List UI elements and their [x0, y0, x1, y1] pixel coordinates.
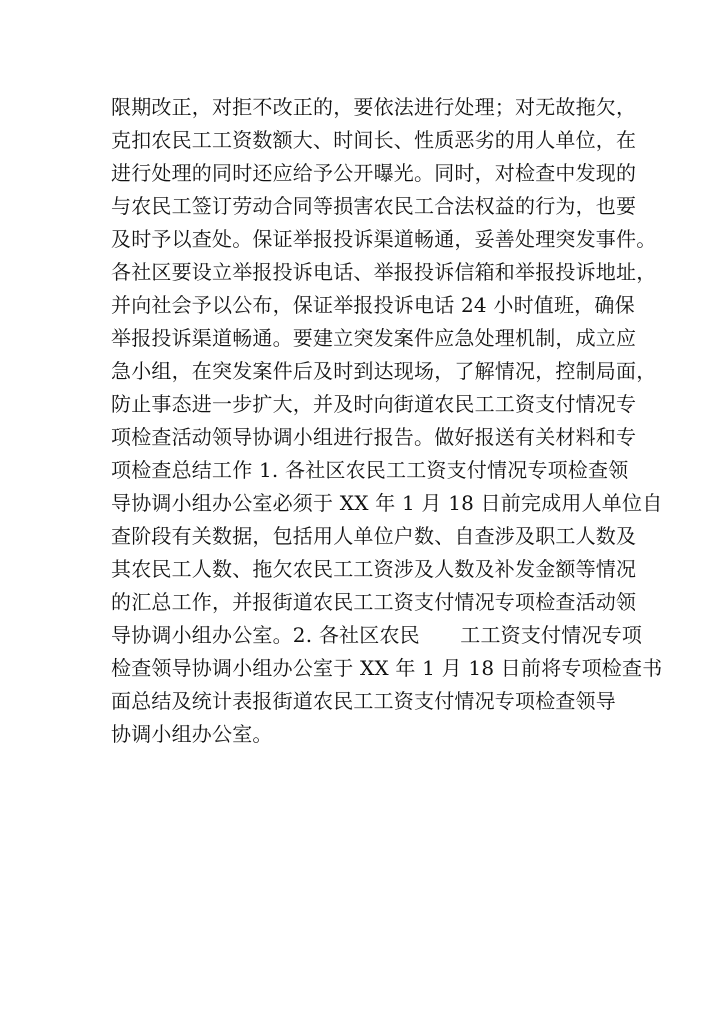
text-line: 与农民工签订劳动合同等损害农民工合法权益的行为，也要 [111, 194, 637, 218]
text-line: 导协调小组办公室。2. 各社区农民 工工资支付情况专项 [111, 623, 643, 647]
text-line: 的汇总工作，并报街道农民工工资支付情况专项检查活动领 [111, 590, 637, 614]
text-line: 限期改正，对拒不改正的，要依法进行处理；对无故拖欠， [111, 95, 637, 119]
text-line: 进行处理的同时还应给予公开曝光。同时，对检查中发现的 [111, 161, 637, 185]
text-line: 防止事态进一步扩大，并及时向街道农民工工资支付情况专 [111, 392, 637, 416]
text-line: 项检查活动领导协调小组进行报告。做好报送有关材料和专 [111, 425, 637, 449]
text-line: 及时予以查处。保证举报投诉渠道畅通，妥善处理突发事件。 [111, 227, 657, 251]
text-line: 项检查总结工作 1. 各社区农民工工资支付情况专项检查领 [111, 458, 629, 482]
text-line: 面总结及统计表报街道农民工工资支付情况专项检查领导 [111, 689, 616, 713]
text-line: 其农民工人数、拖欠农民工工资涉及人数及补发金额等情况 [111, 557, 637, 581]
text-line: 举报投诉渠道畅通。要建立突发案件应急处理机制，成立应 [111, 326, 637, 350]
text-line: 并向社会予以公布，保证举报投诉电话 24 小时值班，确保 [111, 293, 635, 317]
text-line: 查阶段有关数据，包括用人单位户数、自查涉及职工人数及 [111, 524, 637, 548]
text-line: 各社区要设立举报投诉电话、举报投诉信箱和举报投诉地址， [111, 260, 657, 284]
text-line: 协调小组办公室。 [111, 722, 273, 746]
text-line: 检查领导协调小组办公室于 XX 年 1 月 18 日前将专项检查书 [111, 656, 663, 680]
text-line: 急小组，在突发案件后及时到达现场，了解情况，控制局面， [111, 359, 657, 383]
text-line: 导协调小组办公室必须于 XX 年 1 月 18 日前完成用人单位自 [111, 491, 663, 515]
text-line: 克扣农民工工资数额大、时间长、性质恶劣的用人单位，在 [111, 128, 637, 152]
